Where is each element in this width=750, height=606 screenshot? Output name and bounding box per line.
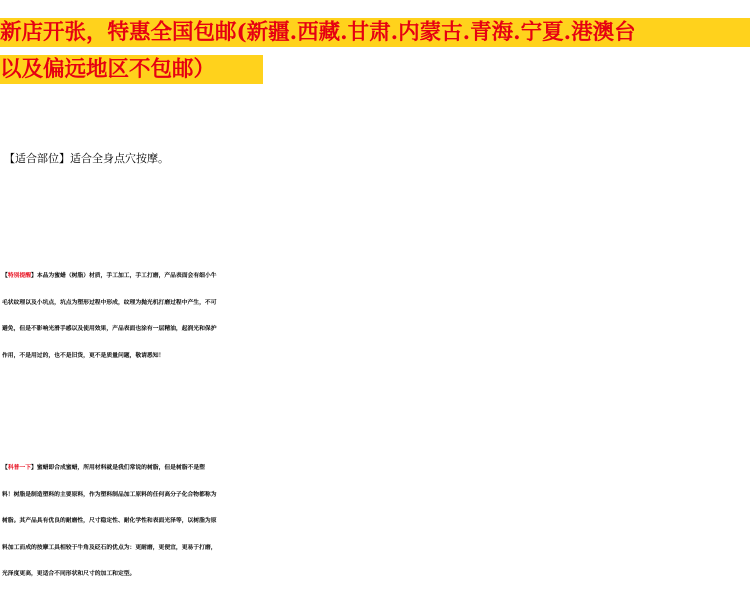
science-line-5: 光泽度更高，更适合不同形状和尺寸的加工和定型。 <box>2 571 136 577</box>
special-notice-line-2: 毛状纹理以及小坑点，坑点为塑形过程中形成，纹理为抛光机打磨过程中产生，不可 <box>2 299 217 306</box>
science-section <box>2 455 750 588</box>
science-line-1 <box>2 455 750 482</box>
special-notice-close-bracket: 】 <box>31 273 37 279</box>
suitable-area-text: 适合全身点穴按摩。 <box>70 152 169 165</box>
special-notice-label: 特别提醒 <box>7 273 32 279</box>
science-line-4: 料加工而成的按摩工具相较于牛角及砭石的优点为：更耐磨，更便宜，更易于打磨， <box>2 544 217 551</box>
science-line-3: 树脂。其产品具有优良的耐磨性，尺寸稳定性、耐化学性和表面光泽等，以树脂为原 <box>2 518 217 524</box>
science-label: 科普一下 <box>7 465 32 471</box>
science-close-bracket: 】 <box>31 465 37 471</box>
special-notice-section <box>2 263 750 369</box>
special-notice-line-4: 作用，不是用过的，也不是旧货，更不是质量问题，敬请悉知！ <box>2 352 165 359</box>
banner-line-2: 以及偏远地区不包邮） <box>0 55 263 84</box>
suitable-area-section <box>4 145 750 173</box>
science-line-2: 料！树脂是制造塑料的主要原料，作为塑料制品加工原料的任何高分子化合物都称为 <box>2 491 217 498</box>
science-text: 蜜蜡即合成蜜蜡，所用材料就是我们常说的树脂，但是树脂不是塑 <box>36 465 205 471</box>
special-notice-open-bracket: 【 <box>2 273 8 279</box>
special-notice-line-3: 避免，但是不影响光滑手感以及使用效果，产品表面也涂有一层精油，起润光和保护 <box>2 326 217 332</box>
science-open-bracket: 【 <box>2 465 8 471</box>
banner-line-1: 新店开张，特惠全国包邮(新疆.西藏.甘肃.内蒙古.青海.宁夏.港澳台 <box>0 18 750 47</box>
special-notice-line-1 <box>2 263 750 290</box>
suitable-area-label: 【适合部位】 <box>4 152 70 165</box>
special-notice-text: 本品为蜜蜡（树脂）材质，手工加工，手工打磨，产品表面会有细小牛 <box>36 273 217 279</box>
